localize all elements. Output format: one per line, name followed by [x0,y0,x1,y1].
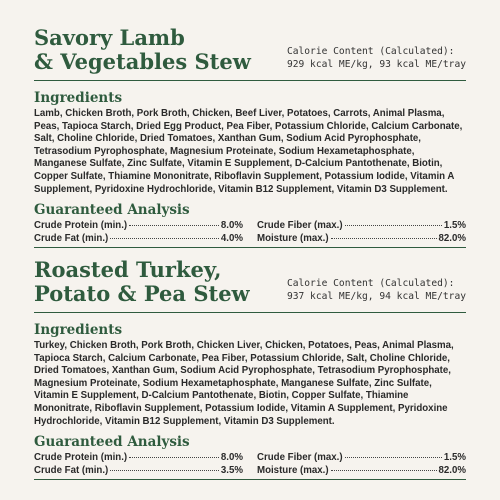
calorie-label: Calorie Content (Calculated): [286,46,455,57]
analysis-label: Crude Fat (min.) [34,465,109,477]
product-section-lamb [34,26,466,248]
dot-leader [331,470,437,471]
calorie-label: Calorie Content (Calculated): [286,278,455,289]
product-title-line1: Savory Lamb [34,25,185,50]
analysis-row [257,232,466,245]
dot-leader [345,225,442,226]
ingredients-text: Turkey, Chicken Broth, Pork Broth, Chicken Liver, Chicken, Potatoes, Peas, Animal Plasma, Tapioca Starch, Calcium Carbonate, Pea Fiber, Potassium Chloride, Salt, Choline Chloride, Dried Tomatoes, Xanthan Gum, Sodium Acid Pyrophosphate, Tetrasodium Pyrophosphate, Magnesium Proteinate, Sodium Hexametaphosphate, Manganese Sulfate, Zinc Sulfate, Vitamin E Supplement, D-Calcium Pantothenate, Biotin, Copper Sulfate, Thiamine Mononitrate, Riboflavin Supplement, Potassium Iodide, Vitamin A Supplement, Pyridoxine Hydrochloride, Vitamin B12 Supplement, Vitamin D3 Supplement. [34,340,454,427]
calorie-value: 929 kcal ME/kg, 93 kcal ME/tray [286,59,466,70]
product-section-turkey [34,258,466,480]
analysis-heading: Guaranteed Analysis [34,434,190,451]
dot-leader [129,225,219,226]
analysis-row [34,464,243,477]
analysis-row [34,219,243,232]
product-title [34,26,251,74]
dot-leader [110,238,219,239]
dot-leader [110,470,219,471]
product-title-line1: Roasted Turkey, [34,257,222,282]
analysis-value: 8.0% [220,220,243,232]
analysis-value: 8.0% [220,452,243,464]
analysis-value: 1.5% [443,452,466,464]
product-title-line2: & Vegetables Stew [34,49,251,74]
analysis-row [257,464,466,477]
analysis-label: Crude Fiber (max.) [257,452,343,464]
analysis-heading: Guaranteed Analysis [34,202,190,219]
dot-leader [129,457,219,458]
analysis-label: Crude Protein (min.) [34,220,128,232]
analysis-row [34,232,243,245]
analysis-value: 4.0% [220,233,243,245]
product-title-line2: Potato & Pea Stew [34,281,250,306]
calorie-content [287,45,466,74]
dot-leader [331,238,437,239]
calorie-content [287,277,466,306]
analysis-label: Moisture (max.) [257,233,329,245]
calorie-value: 937 kcal ME/kg, 94 kcal ME/tray [286,291,466,302]
analysis-label: Crude Protein (min.) [34,452,128,464]
analysis-label: Crude Fiber (max.) [257,220,343,232]
dot-leader [345,457,442,458]
analysis-row [257,219,466,232]
analysis-value: 82.0% [438,233,466,245]
analysis-value: 1.5% [443,220,466,232]
analysis-value: 3.5% [220,465,243,477]
ingredients-heading: Ingredients [34,90,123,106]
analysis-row [257,451,466,464]
guaranteed-analysis-table [34,451,466,480]
ingredients-heading: Ingredients [34,322,123,338]
analysis-label: Crude Fat (min.) [34,233,109,245]
product-title [34,258,250,306]
product-header [34,258,466,313]
analysis-row [34,451,243,464]
analysis-value: 82.0% [438,465,466,477]
guaranteed-analysis-table [34,219,466,248]
analysis-label: Moisture (max.) [257,465,329,477]
ingredients-text: Lamb, Chicken Broth, Pork Broth, Chicken, Beef Liver, Potatoes, Carrots, Animal Plasma, Peas, Tapioca Starch, Dried Egg Product, Pea Fiber, Potassium Chloride, Calcium Carbonate, Salt, Choline Chloride, Dried Tomatoes, Xanthan Gum, Sodium Acid Pyrophosphate, Tetrasodium Pyrophosphate, Magnesium Proteinate, Sodium Hexametaphosphate, Manganese Sulfate, Zinc Sulfate, Vitamin E Supplement, D-Calcium Pantothenate, Biotin, Copper Sulfate, Thiamine Mononitrate, Riboflavin Supplement, Potassium Iodide, Vitamin A Supplement, Pyridoxine Hydrochloride, Vitamin B12 Supplement, Vitamin D3 Supplement. [34,108,463,195]
product-header [34,26,466,81]
